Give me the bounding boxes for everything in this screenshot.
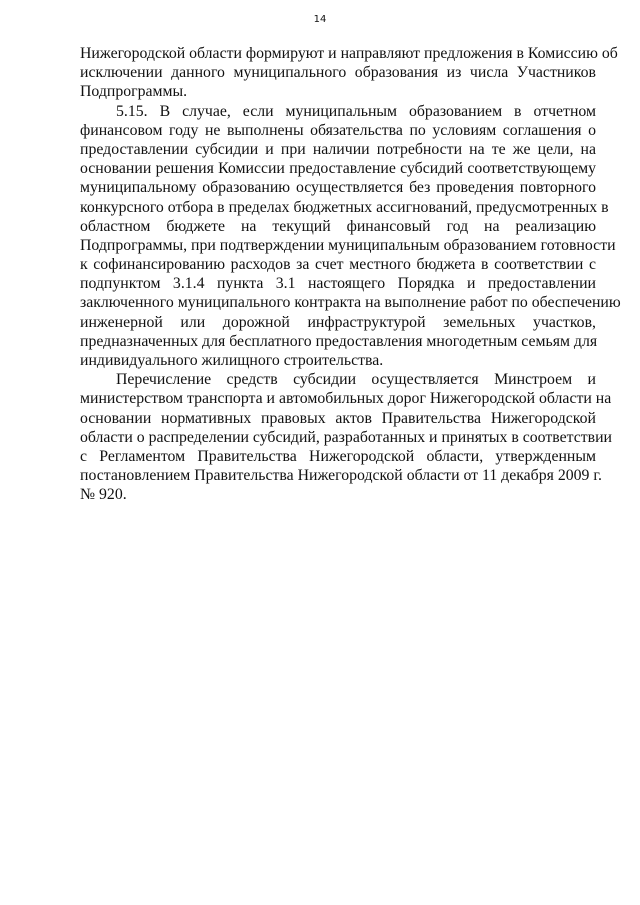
text-line: инженерной или дорожной инфраструктурой земельных участков,	[80, 313, 596, 331]
text-line: индивидуального жилищного строительства.	[80, 352, 384, 369]
text-line: конкурсного отбора в пределах бюджетных ассигнований, предусмотренных в	[80, 198, 609, 216]
text-line: постановлением Правительства Нижегородской области от 11 декабря 2009 г.	[80, 467, 603, 485]
text-line: предназначенных для бесплатного предоставления многодетным семьям для	[80, 332, 598, 350]
text-line: к софинансированию расходов за счет местного бюджета в соответствии с	[80, 256, 596, 274]
text-line: областном бюджете на текущий финансовый год на реализацию	[80, 217, 596, 235]
text-line: Подпрограммы.	[80, 83, 188, 101]
text-line: 5.15. В случае, если муниципальным образованием в отчетном	[116, 102, 596, 120]
text-line: министерством транспорта и автомобильных дорог Нижегородской области на	[80, 390, 612, 408]
page-number: 14	[313, 14, 327, 25]
text-line: подпунктом 3.1.4 пункта 3.1 настоящего Порядка и предоставлении	[80, 275, 596, 293]
text-line: исключении данного муниципального образования из числа Участников	[80, 64, 596, 82]
text-line: Подпрограммы, при подтверждении муниципальным образованием готовности	[80, 236, 616, 254]
text-line: Перечисление средств субсидии осуществляется Минстроем и	[116, 371, 596, 389]
text-line: муниципальному образованию осуществляется без проведения повторного	[80, 179, 596, 197]
text-line: предоставлении субсидии и при наличии потребности на те же цели, на	[80, 140, 596, 158]
text-line: Нижегородской области формируют и направляют предложения в Комиссию об	[80, 45, 618, 62]
text-line: № 920.	[80, 486, 127, 504]
paragraph-clause-5-15	[80, 102, 621, 371]
text-line: области о распределении субсидий, разработанных и принятых в соответствии	[80, 428, 612, 446]
paragraph-transfer	[80, 370, 612, 504]
paragraph-continuation	[80, 44, 618, 102]
text-line: основании нормативных правовых актов Правительства Нижегородской	[80, 409, 596, 427]
text-line: заключенного муниципального контракта на выполнение работ по обеспечению	[80, 294, 621, 312]
document-body	[80, 44, 621, 505]
text-line: финансовом году не выполнены обязательства по условиям соглашения о	[80, 121, 596, 139]
text-line: основании решения Комиссии предоставление субсидий соответствующему	[80, 160, 596, 178]
text-line: с Регламентом Правительства Нижегородской области, утвержденным	[80, 447, 596, 465]
